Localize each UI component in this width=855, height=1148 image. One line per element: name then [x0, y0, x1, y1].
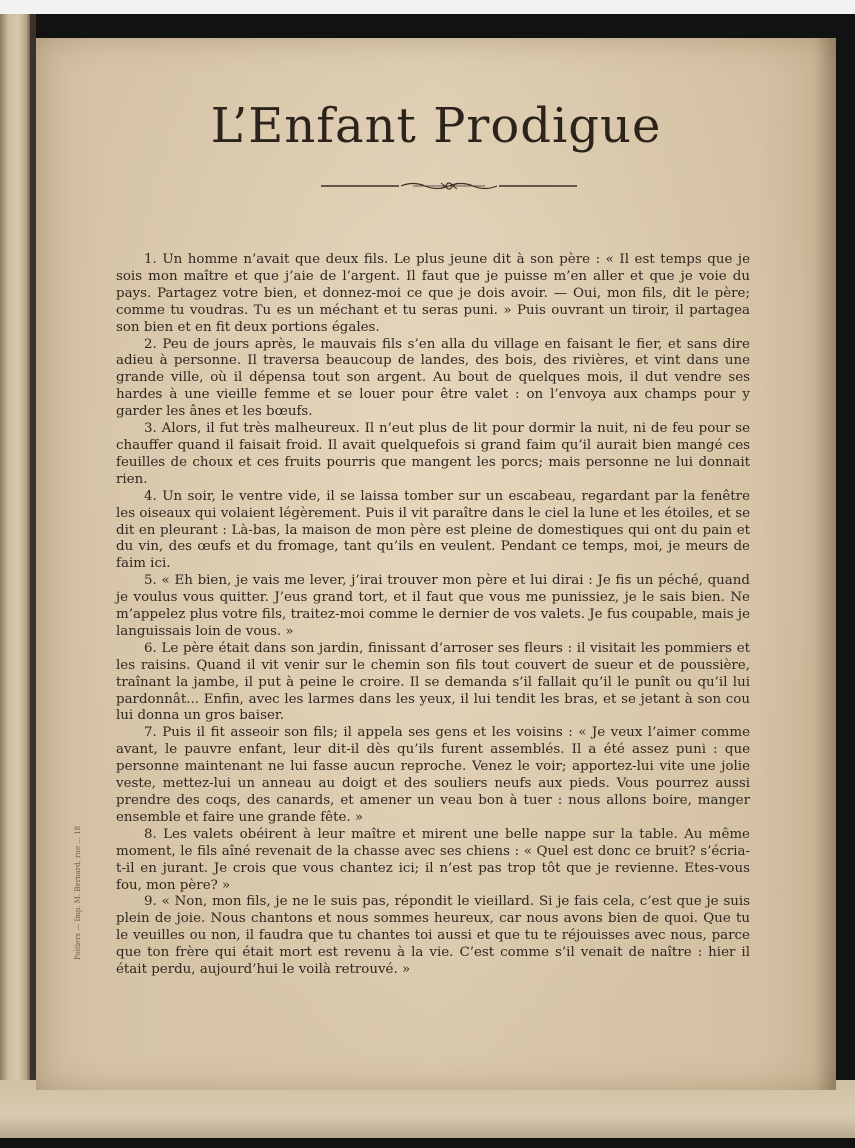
page-title: L’Enfant Prodigue [210, 98, 662, 154]
paragraph: 4. Un soir, le ventre vide, il se laissa tomber sur un escabeau, regardant par la fenêtre les oiseaux qui volaient légèrement. Puis il vit paraître dans le ciel la lune et les étoiles, et se dit en pleurant : Là-bas, la maison de mon père est pleine de domestiques qui ont du pain et du vin, des œufs et du fromage, tant qu’ils en veulent. Pendant ce temps, moi, je meurs de faim ici. [116, 488, 750, 572]
paragraph: 2. Peu de jours après, le mauvais fils s’en alla du village en faisant le fier, et sans dire adieu à personne. Il traversa beaucoup de landes, des bois, des rivières, et vint dans une grande ville, où il dépensa tout son argent. Au bout de quelques mois, il dut vendre ses hardes à une vieille femme et se louer pour être valet : on l’envoya aux champs pour y garder les ânes et les bœufs. [116, 336, 750, 420]
paragraph: 7. Puis il fit asseoir son fils; il appela ses gens et les voisins : « Je veux l’aimer comme avant, le pauvre enfant, leur dit-il dès qu’ils furent assemblés. Il a été assez puni : que personne maintenant ne lui fasse aucun reproche. Venez le voir; apportez-lui vite une jolie veste, mettez-lui un anneau au doigt et des souliers neufs aux pieds. Vous pourrez aussi prendre des coqs, des canards, et amener un veau bon à tuer : nous allons boire, manger ensemble et faire une grande fête. » [116, 725, 750, 825]
book-page [36, 38, 836, 1090]
paragraph: 8. Les valets obéirent à leur maître et mirent une belle nappe sur la table. Au même moment, le fils aîné revenait de la chasse avec ses chiens : « Quel est donc ce bruit? s’écria-t-il en jurant. Je crois que vous chantez ici; il n’est pas trop tôt que je revienne. Etes-vous fou, mon père? » [116, 826, 750, 893]
title-ornament-icon [321, 179, 577, 193]
scan-top-border [0, 0, 855, 14]
story-text [116, 252, 750, 979]
page-edge-shadow [814, 38, 836, 1090]
paragraph: 9. « Non, mon fils, je ne le suis pas, répondit le vieillard. Si je fais cela, c’est que je suis plein de joie. Nous chantons et nous sommes heureux, car nous avons bien de quoi. Que tu le veuilles ou non, il faudra que tu chantes toi aussi et que tu te réjouisses avec nous, parce que ton frère qui était mort est revenu à la vie. C’est comme s’il venait de naître : hier il était perdu, aujourd’hui le voilà retrouvé. » [116, 894, 750, 978]
paragraph: 5. « Eh bien, je vais me lever, j’irai trouver mon père et lui dirai : Je fis un péché, quand je voulus vous quitter. J’eus grand tort, et il faut que vous me punissiez, je le sais bien. Ne m’appelez plus votre fils, traitez-moi comme le dernier de vos valets. Je fus coupable, mais je languissais loin de vous. » [116, 573, 750, 639]
paragraph: 1. Un homme n’avait que deux fils. Le plus jeune dit à son père : « Il est temps que je sois mon maître et que j’aie de l’argent. Il faut que je puisse m’en aller et que je voie du pays. Partagez votre bien, et donnez-moi ce que je dois avoir. — Oui, mon fils, dit le père; comme tu voudras. Tu es un méchant et tu seras puni. » Puis ouvrant un tiroir, il partagea son bien et en fit deux portions égales. [116, 252, 750, 335]
paragraph: 6. Le père était dans son jardin, finissant d’arroser ses fleurs : il visitait les pommiers et les raisins. Quand il vit venir sur le chemin son fils tout couvert de sueur et de poussière, traînant la jambe, il put à peine le croire. Il se demanda s’il fallait qu’il le punît ou qu’il lui pardonnât... Enfin, avec les larmes dans les yeux, il lui tendit les bras, et se jetant à son cou lui donna un gros baiser. [116, 640, 750, 724]
printer-imprint: Poitiers — Imp. M. Bernard, rue ... 18 [74, 825, 82, 960]
book-spine [0, 14, 30, 1134]
paragraph: 3. Alors, il fut très malheureux. Il n’eut plus de lit pour dormir la nuit, ni de feu pour se chauffer quand il faisait froid. Il avait quelquefois si grand faim qu’il aurait bien mangé ces feuilles de choux et ces fruits pourris que mangent les porcs; mais personne ne lui donnait rien. [116, 421, 750, 487]
